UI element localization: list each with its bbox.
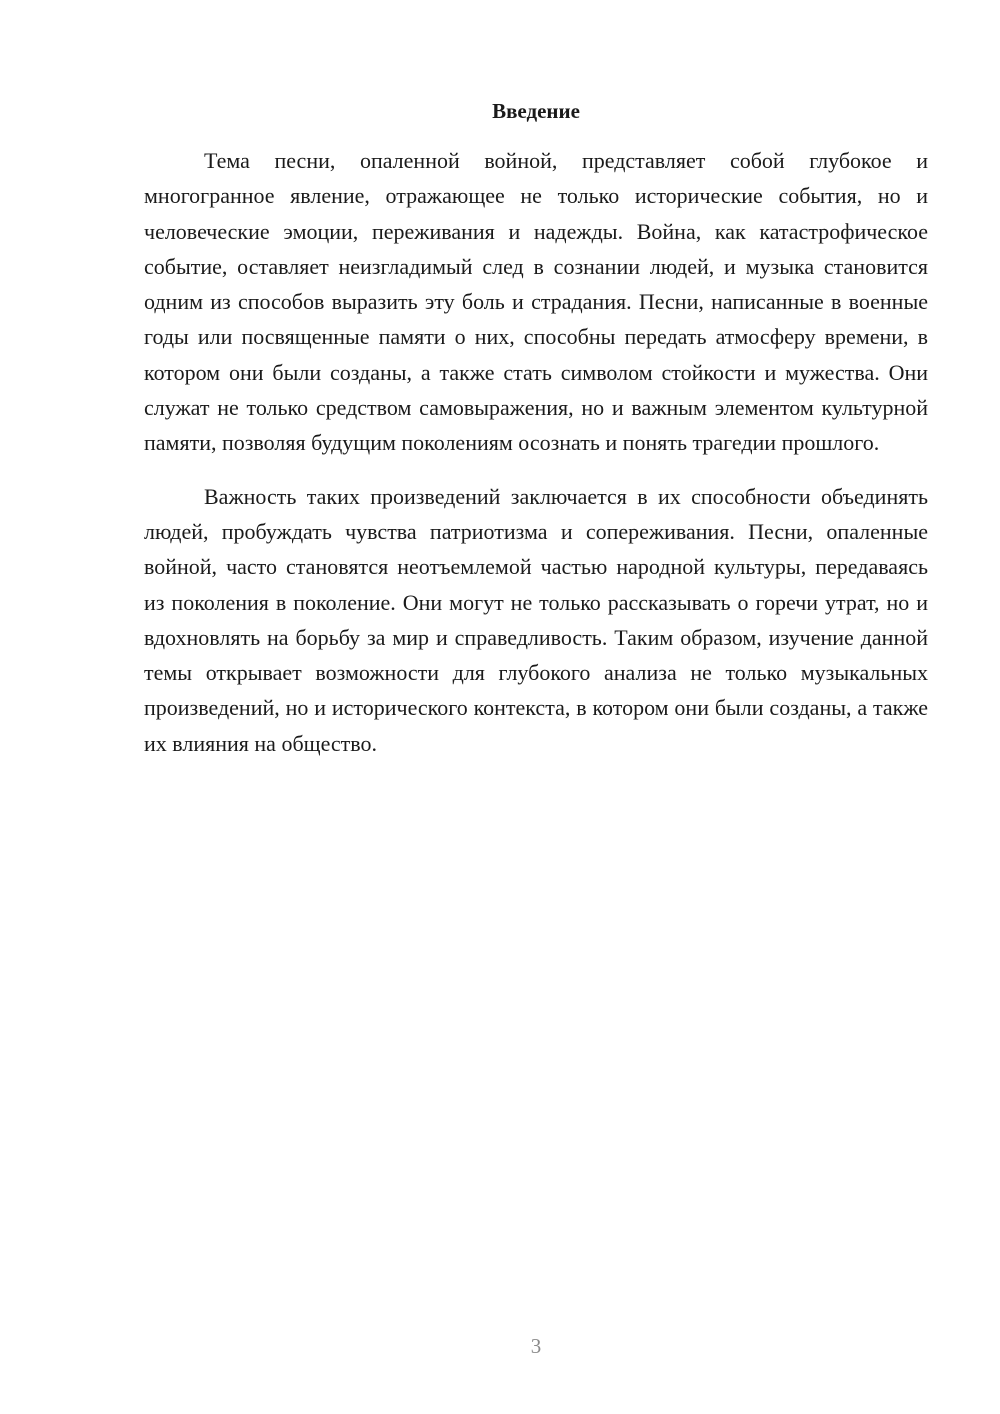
page-number: 3	[530, 1334, 542, 1358]
body-text	[144, 143, 928, 761]
paragraph-1: Тема песни, опаленной войной, представляет собой глубокое и многогранное явление, отражающее не только исторические события, но и человеческие эмоции, переживания и надежды. Война, как катастрофическое событие, оставляет неизгладимый след в сознании людей, и музыка становится одним из способов выразить эту боль и страдания. Песни, написанные в военные годы или посвященные памяти о них, способны передать атмосферу времени, в котором они были созданы, а также стать символом стойкости и мужества. Они служат не только средством самовыражения, но и важным элементом культурной памяти, позволяя будущим поколениям осознать и понять трагедии прошлого.	[144, 148, 928, 456]
paragraph-2: Важность таких произведений заключается в их способности объединять людей, пробуждать чувства патриотизма и сопереживания. Песни, опаленные войной, часто становятся неотъемлемой частью народной культуры, передаваясь из поколения в поколение. Они могут не только рассказывать о горечи утрат, но и вдохновлять на борьбу за мир и справедливость. Таким образом, изучение данной темы открывает возможности для глубокого анализа не только музыкальных произведений, но и исторического контекста, в котором они были созданы, а также их влияния на общество.	[144, 483, 928, 756]
section-heading: Введение	[492, 99, 580, 123]
